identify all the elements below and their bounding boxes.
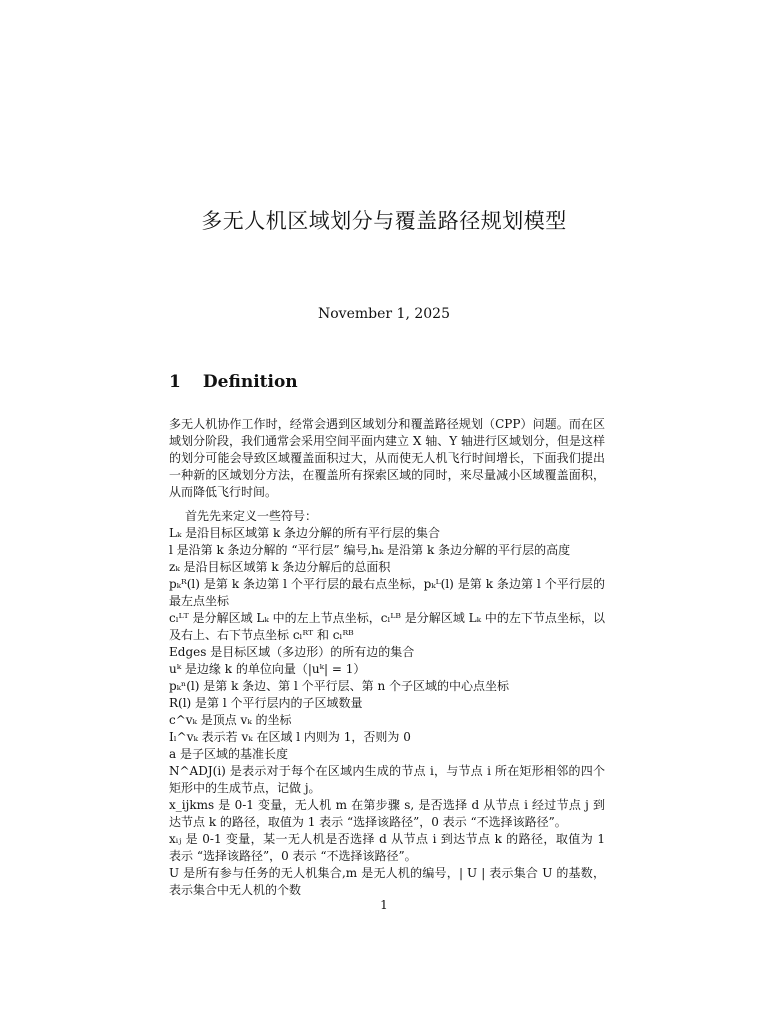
definition-item: a 是子区域的基准长度 — [169, 747, 288, 761]
definitions-block — [169, 508, 605, 899]
definition-item: xᵢⱼ 是 0-1 变量，某一无人机是否选择 d 从节点 i 到达节点 k 的路径，取值为 1 表示 “选择该路径”，0 表示 “不选择该路径”。 — [169, 832, 605, 863]
definitions-intro: 首先先来定义一些符号： — [185, 509, 318, 523]
intro-paragraph: 多无人机协作工作时，经常会遇到区域划分和覆盖路径规划（CPP）问题。而在区域划分阶段，我们通常会采用空间平面内建立 X 轴、Y 轴进行区域划分，但是这样的划分可能会导致区域覆盖面积过大，从而使无人机飞行时间增长，下面我们提出一种新的区域划分方法，在覆盖所有探索区域的同时，来尽量减小区域覆盖面积，从而降低飞行时间。 — [169, 417, 605, 499]
section-title: Definition — [202, 372, 298, 392]
definition-item: l 是沿第 k 条边分解的 “平行层” 编号,hₖ 是沿第 k 条边分解的平行层的高度 — [169, 543, 571, 557]
page-number: 1 — [380, 898, 388, 912]
definition-item: cₗᴸᵀ 是分解区域 Lₖ 中的左上节点坐标，cₗᴸᴮ 是分解区域 Lₖ 中的左下节点坐标，以及右上、右下节点坐标 cₗᴿᵀ 和 cₗᴿᴮ — [169, 611, 605, 642]
section-number: 1 — [169, 372, 181, 392]
definition-item: Iₗ^vₖ 表示若 vₖ 在区域 l 内则为 1，否则为 0 — [169, 730, 411, 744]
definition-item: uᵏ 是边缘 k 的单位向量（|uᵏ| = 1） — [169, 662, 366, 676]
definition-item: pₖᴿ(l) 是第 k 条边第 l 个平行层的最右点坐标，pₖᴸ(l) 是第 k 条边第 l 个平行层的最左点坐标 — [169, 577, 605, 608]
definition-item: Lₖ 是沿目标区域第 k 条边分解的所有平行层的集合 — [169, 526, 441, 540]
definition-item: Edges 是目标区域（多边形）的所有边的集合 — [169, 645, 415, 659]
definition-item: pₖⁿ(l) 是第 k 条边、第 l 个平行层、第 n 个子区域的中心点坐标 — [169, 679, 509, 693]
definition-item: R(l) 是第 l 个平行层内的子区域数量 — [169, 696, 363, 710]
definition-item: c^vₖ 是顶点 vₖ 的坐标 — [169, 713, 292, 727]
paper-title: 多无人机区域划分与覆盖路径规划模型 — [201, 209, 567, 233]
definition-item: U 是所有参与任务的无人机集合,m 是无人机的编号，| U | 表示集合 U 的基数，表示集合中无人机的个数 — [169, 866, 605, 897]
definition-item: x_ijkms 是 0-1 变量，无人机 m 在第步骤 s, 是否选择 d 从节点 i 经过节点 j 到达节点 k 的路径，取值为 1 表示 “选择该路径”，0 表示 “不选择该路径”。 — [169, 798, 605, 829]
section-heading — [169, 372, 298, 392]
definition-item: N^ADJ(i) 是表示对于每个在区域内生成的节点 i，与节点 i 所在矩形相邻的四个矩形中的生成节点，记做 j。 — [169, 764, 605, 795]
definition-item: zₖ 是沿目标区域第 k 条边分解后的总面积 — [169, 560, 391, 574]
paper-date: November 1, 2025 — [318, 306, 450, 322]
